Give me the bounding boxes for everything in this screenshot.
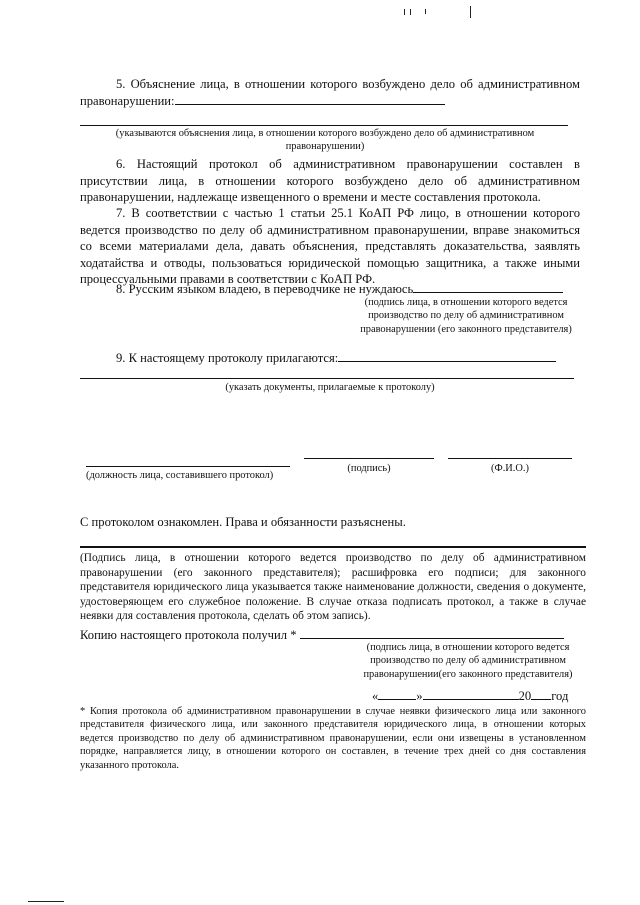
acknowledged-signature-line[interactable] [80, 546, 586, 548]
fio-caption: (Ф.И.О.) [491, 463, 529, 474]
year-prefix: 20 [518, 689, 532, 703]
signature-caption: (подпись) [347, 463, 391, 474]
month-field[interactable] [423, 699, 519, 700]
sign-note: (Подпись лица, в отношении которого ведется производство по делу об административном правонарушении (его законного представителя); расшифровка его подписи; для законного представителя юридического лица указывается также наименование должности, сведения о документе, удостоверяющем его служебное положение. В случае отказа подписать протокол, а также в случае неявки для составления протокола, сделать об этом запись). [80, 552, 586, 623]
section-8-note: (подпись лица, в отношении которого ведется производство по делу об административном правонарушении (его законного представителя) [360, 297, 572, 335]
fio-line[interactable] [448, 458, 572, 459]
year-suffix: год [551, 689, 569, 703]
scan-mark [28, 901, 64, 902]
section-8-label: 8. Русским языком владею, в переводчике не нуждаюсь [116, 282, 414, 296]
date-line [372, 688, 592, 705]
explanation-line[interactable] [80, 125, 568, 126]
attachments-line[interactable] [80, 378, 574, 379]
section-9-note: (указать документы, прилагаемые к протоколу) [225, 382, 435, 393]
section-5-text [80, 76, 580, 109]
signature-line[interactable] [304, 458, 434, 459]
scan-mark [425, 9, 426, 14]
year-field[interactable] [531, 699, 551, 700]
section-7-text: 7. В соответствии с частью 1 статьи 25.1 КоАП РФ лицо, в отношении которого ведется производство по делу об административном правонарушении, вправе знакомиться со всеми материалами дела, давать объяснения, представлять доказательства, заявлять ходатайства и отводы, пользоваться юридической помощью защитника, а также иными процессуальными правами в соответствии с КоАП РФ. [80, 206, 580, 287]
section-5-note: (указываются объяснения лица, в отношении которого возбуждено дело об административном правонарушении) [115, 128, 535, 153]
position-line[interactable] [86, 466, 290, 467]
position-caption: (должность лица, составившего протокол) [86, 470, 274, 481]
section-5-label: 5. Объяснение лица, в отношении которого возбуждено дело об административном правонарушении: [80, 77, 580, 108]
section-9-text [116, 350, 586, 367]
date-close-quote: » [416, 689, 423, 703]
acknowledged-text: С протоколом ознакомлен. Права и обязанности разъяснены. [80, 515, 406, 529]
date-open-quote: « [372, 689, 379, 703]
copy-received-field[interactable] [300, 638, 564, 639]
section-6-text: 6. Настоящий протокол об административном правонарушении составлен в присутствии лица, в отношении которого возбуждено дело об административном правонарушении, надлежаще извещенного о времени и месте составления протокола. [80, 157, 580, 205]
footnote: * Копия протокола об административном правонарушении в случае неявки физического лица или законного представителя физического лица, или законного представителя юридического лица, в отношении которых ведется производство по делу об административном правонарушении, если они извещены в установленном порядке, направляется лицу, в отношении которого он составлен, в течение трех дней со дня составления указанного протокола. [80, 706, 586, 771]
scan-mark [410, 9, 411, 15]
scan-mark [470, 6, 471, 18]
explanation-field[interactable] [175, 104, 445, 105]
section-9-label: 9. К настоящему протоколу прилагаются: [116, 351, 339, 365]
scan-mark [404, 9, 405, 15]
attachments-field[interactable] [338, 361, 556, 362]
copy-received-note: (подпись лица, в отношении которого ведется производство по делу об административном правонарушении(его законного представителя) [363, 642, 573, 680]
day-field[interactable] [378, 699, 416, 700]
copy-received-label: Копию настоящего протокола получил * [80, 628, 297, 642]
language-signature-field[interactable] [413, 292, 563, 293]
